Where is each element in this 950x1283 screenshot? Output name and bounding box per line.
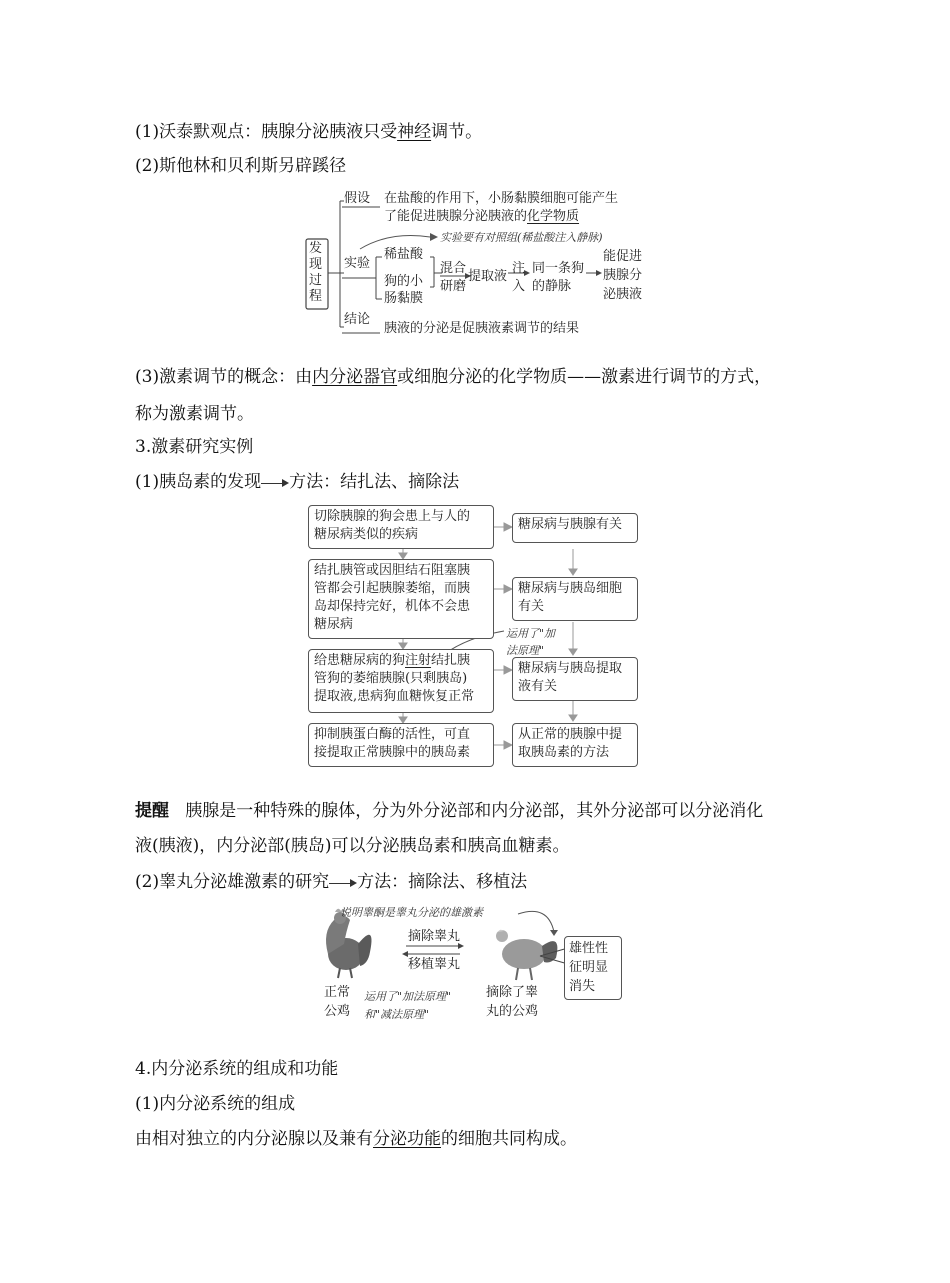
- insulin-step-3-line-2: 管狗的萎缩胰腺(只剩胰岛): [314, 671, 468, 686]
- tip-line-2: 液(胰液)，内分泌部(胰岛)可以分泌胰岛素和胰高血糖素。: [135, 836, 570, 856]
- insulin-conclusion-3-line-1: 糖尿病与胰岛提取: [518, 661, 623, 676]
- mix-label-2: 研磨: [440, 279, 467, 294]
- vein-label-2: 的静脉: [532, 279, 572, 294]
- line-wotaimo-prefix: (1)沃泰默观点：胰腺分泌胰液只受: [135, 122, 398, 142]
- insulin-step-4: [308, 723, 494, 767]
- testis-prefix: (2)睾丸分泌雄激素的研究: [135, 872, 330, 892]
- answer-nerve: 神经: [397, 122, 432, 142]
- insulin-step-4-line-2: 接提取正常胰腺中的胰岛素: [314, 745, 471, 760]
- hypothesis-label: 假设: [344, 191, 371, 206]
- line-wotaimo-suffix: 调节。: [431, 122, 483, 142]
- sex-traits-line-3: 消失: [569, 979, 596, 994]
- section-heading-endocrine-system: 4.内分泌系统的组成和功能: [135, 1059, 339, 1079]
- concept-prefix: (3)激素调节的概念：由: [135, 367, 313, 387]
- insulin-step-2-line-2: 管都会引起胰腺萎缩，而胰: [314, 581, 471, 596]
- control-group-note: 实验要有对照组(稀盐酸注入静脉): [440, 231, 603, 244]
- hypothesis-text-2-main: 了能促进胰腺分泌胰液的: [384, 209, 528, 224]
- insulin-conclusion-2-line-1: 糖尿病与胰岛细胞: [518, 581, 623, 596]
- line-wotaimo: [135, 121, 482, 143]
- insulin-step-2-line-4: 糖尿病: [314, 617, 354, 632]
- testis-suffix: 方法：摘除法、移植法: [357, 872, 528, 892]
- sex-traits-box: [564, 936, 622, 1000]
- process-label: 发现过程: [309, 241, 323, 304]
- rooster-diagram: [318, 902, 658, 1026]
- insulin-conclusion-3-line-2: 液有关: [518, 679, 558, 694]
- insulin-step-3: [308, 649, 494, 713]
- insulin-conclusion-4: [512, 723, 638, 767]
- tip-label: 提醒: [135, 801, 169, 821]
- insulin-conclusion-4-line-2: 取胰岛素的方法: [518, 745, 610, 760]
- line-hormone-concept: [135, 366, 771, 388]
- starling-diagram: [300, 187, 660, 339]
- hypothesis-text-1: 在盐酸的作用下，小肠黏膜细胞可能产生: [384, 191, 619, 206]
- result-label-3: 泌胰液: [603, 287, 643, 302]
- mucosa-label-2: 肠黏膜: [384, 291, 424, 306]
- tip-line-1: [135, 800, 763, 822]
- addition-principle-note-1: 运用了"加: [506, 627, 556, 640]
- inject-label-2: 入: [512, 279, 526, 294]
- line-endocrine-composition: (1)内分泌系统的组成: [135, 1094, 296, 1114]
- insulin-step-1-line-2: 糖尿病类似的疾病: [314, 527, 419, 542]
- sex-traits-line-1: 雄性性: [569, 941, 609, 956]
- insulin-conclusion-2: [512, 577, 638, 621]
- insulin-step-4-line-1: 抑制胰蛋白酶的活性，可直: [314, 727, 471, 742]
- insulin-flowchart: [308, 505, 643, 771]
- conclusion-label: 结论: [344, 312, 371, 327]
- normal-rooster-label-1: 正常: [324, 985, 351, 1000]
- insulin-conclusion-4-line-1: 从正常的胰腺中提: [518, 727, 623, 742]
- answer-chemical: 化学物质: [527, 209, 580, 224]
- result-label-2: 胰腺分: [603, 268, 643, 283]
- answer-endocrine-organ: 内分泌器官: [312, 367, 398, 387]
- castrated-rooster-label-1: 摘除了睾: [486, 985, 539, 1000]
- result-label-1: 能促进: [603, 249, 643, 264]
- insulin-step-3-text-b: 结扎胰: [431, 653, 471, 668]
- section-heading-hormone-research: 3.激素研究实例: [135, 437, 254, 457]
- insulin-prefix: (1)胰岛素的发现: [135, 472, 262, 492]
- arrow-icon: [329, 878, 357, 888]
- insulin-step-2-line-1: 结扎胰管或因胆结石阻塞胰: [314, 563, 471, 578]
- acid-label: 稀盐酸: [384, 247, 424, 262]
- tip-text-1: 胰腺是一种特殊的腺体，分为外分泌部和内分泌部，其外分泌部可以分泌消化: [185, 801, 764, 821]
- insulin-suffix: 方法：结扎法、摘除法: [289, 472, 460, 492]
- answer-inject: 注射: [405, 653, 432, 668]
- principle-note-1: 运用了"加法原理": [364, 990, 452, 1003]
- mix-label-1: 混合: [440, 261, 467, 276]
- castrated-rooster-label-2: 丸的公鸡: [486, 1004, 539, 1019]
- answer-secretory-function: 分泌功能: [373, 1129, 441, 1149]
- arrow-icon: [261, 478, 289, 488]
- line-endocrine-definition: [135, 1128, 577, 1150]
- transplant-testis-label: 移植睾丸: [408, 957, 461, 972]
- hypothesis-text-2: [384, 208, 579, 225]
- insulin-step-2-line-3: 岛却保持完好，机体不会患: [314, 599, 471, 614]
- line-testis-study: [135, 871, 527, 893]
- principle-note-2: 和"减法原理": [364, 1008, 430, 1021]
- addition-principle-note-2: 法原理": [506, 644, 545, 657]
- normal-rooster-label-2: 公鸡: [324, 1004, 351, 1019]
- insulin-step-3-line-1: [314, 652, 488, 670]
- sex-traits-line-2: 征明显: [569, 960, 609, 975]
- insulin-step-1-line-1: 切除胰腺的狗会患上与人的: [314, 509, 471, 524]
- insulin-conclusion-2-line-2: 有关: [518, 599, 545, 614]
- insulin-conclusion-1-line-1: 糖尿病与胰腺有关: [518, 517, 623, 532]
- remove-testis-label: 摘除睾丸: [408, 929, 461, 944]
- experiment-label: 实验: [344, 256, 371, 271]
- extract-label: 提取液: [468, 269, 508, 284]
- insulin-step-3-line-3: 提取液,患病狗血糖恢复正常: [314, 689, 475, 704]
- line-starling: (2)斯他林和贝利斯另辟蹊径: [135, 156, 347, 176]
- mucosa-label-1: 狗的小: [384, 274, 424, 289]
- insulin-conclusion-3: [512, 657, 638, 701]
- insulin-step-2: [308, 559, 494, 639]
- line-hormone-definition: 称为激素调节。: [135, 404, 254, 424]
- insulin-step-1: [308, 505, 494, 549]
- conclusion-text: 胰液的分泌是促胰液素调节的结果: [384, 321, 580, 336]
- inject-label-1: 注: [512, 261, 526, 276]
- castrated-rooster-icon: [496, 930, 557, 980]
- vein-label-1: 同一条狗: [532, 261, 585, 276]
- concept-suffix: 或细胞分泌的化学物质——激素进行调节的方式，: [397, 367, 772, 387]
- insulin-step-3-text-a: 给患糖尿病的狗: [314, 653, 406, 668]
- insulin-conclusion-1: [512, 513, 638, 543]
- line-insulin-discovery: [135, 471, 459, 493]
- endocrine-suffix: 的细胞共同构成。: [441, 1129, 577, 1149]
- testosterone-note: 说明睾酮是睾丸分泌的雄激素: [340, 906, 483, 919]
- endocrine-prefix: 由相对独立的内分泌腺以及兼有: [135, 1129, 373, 1149]
